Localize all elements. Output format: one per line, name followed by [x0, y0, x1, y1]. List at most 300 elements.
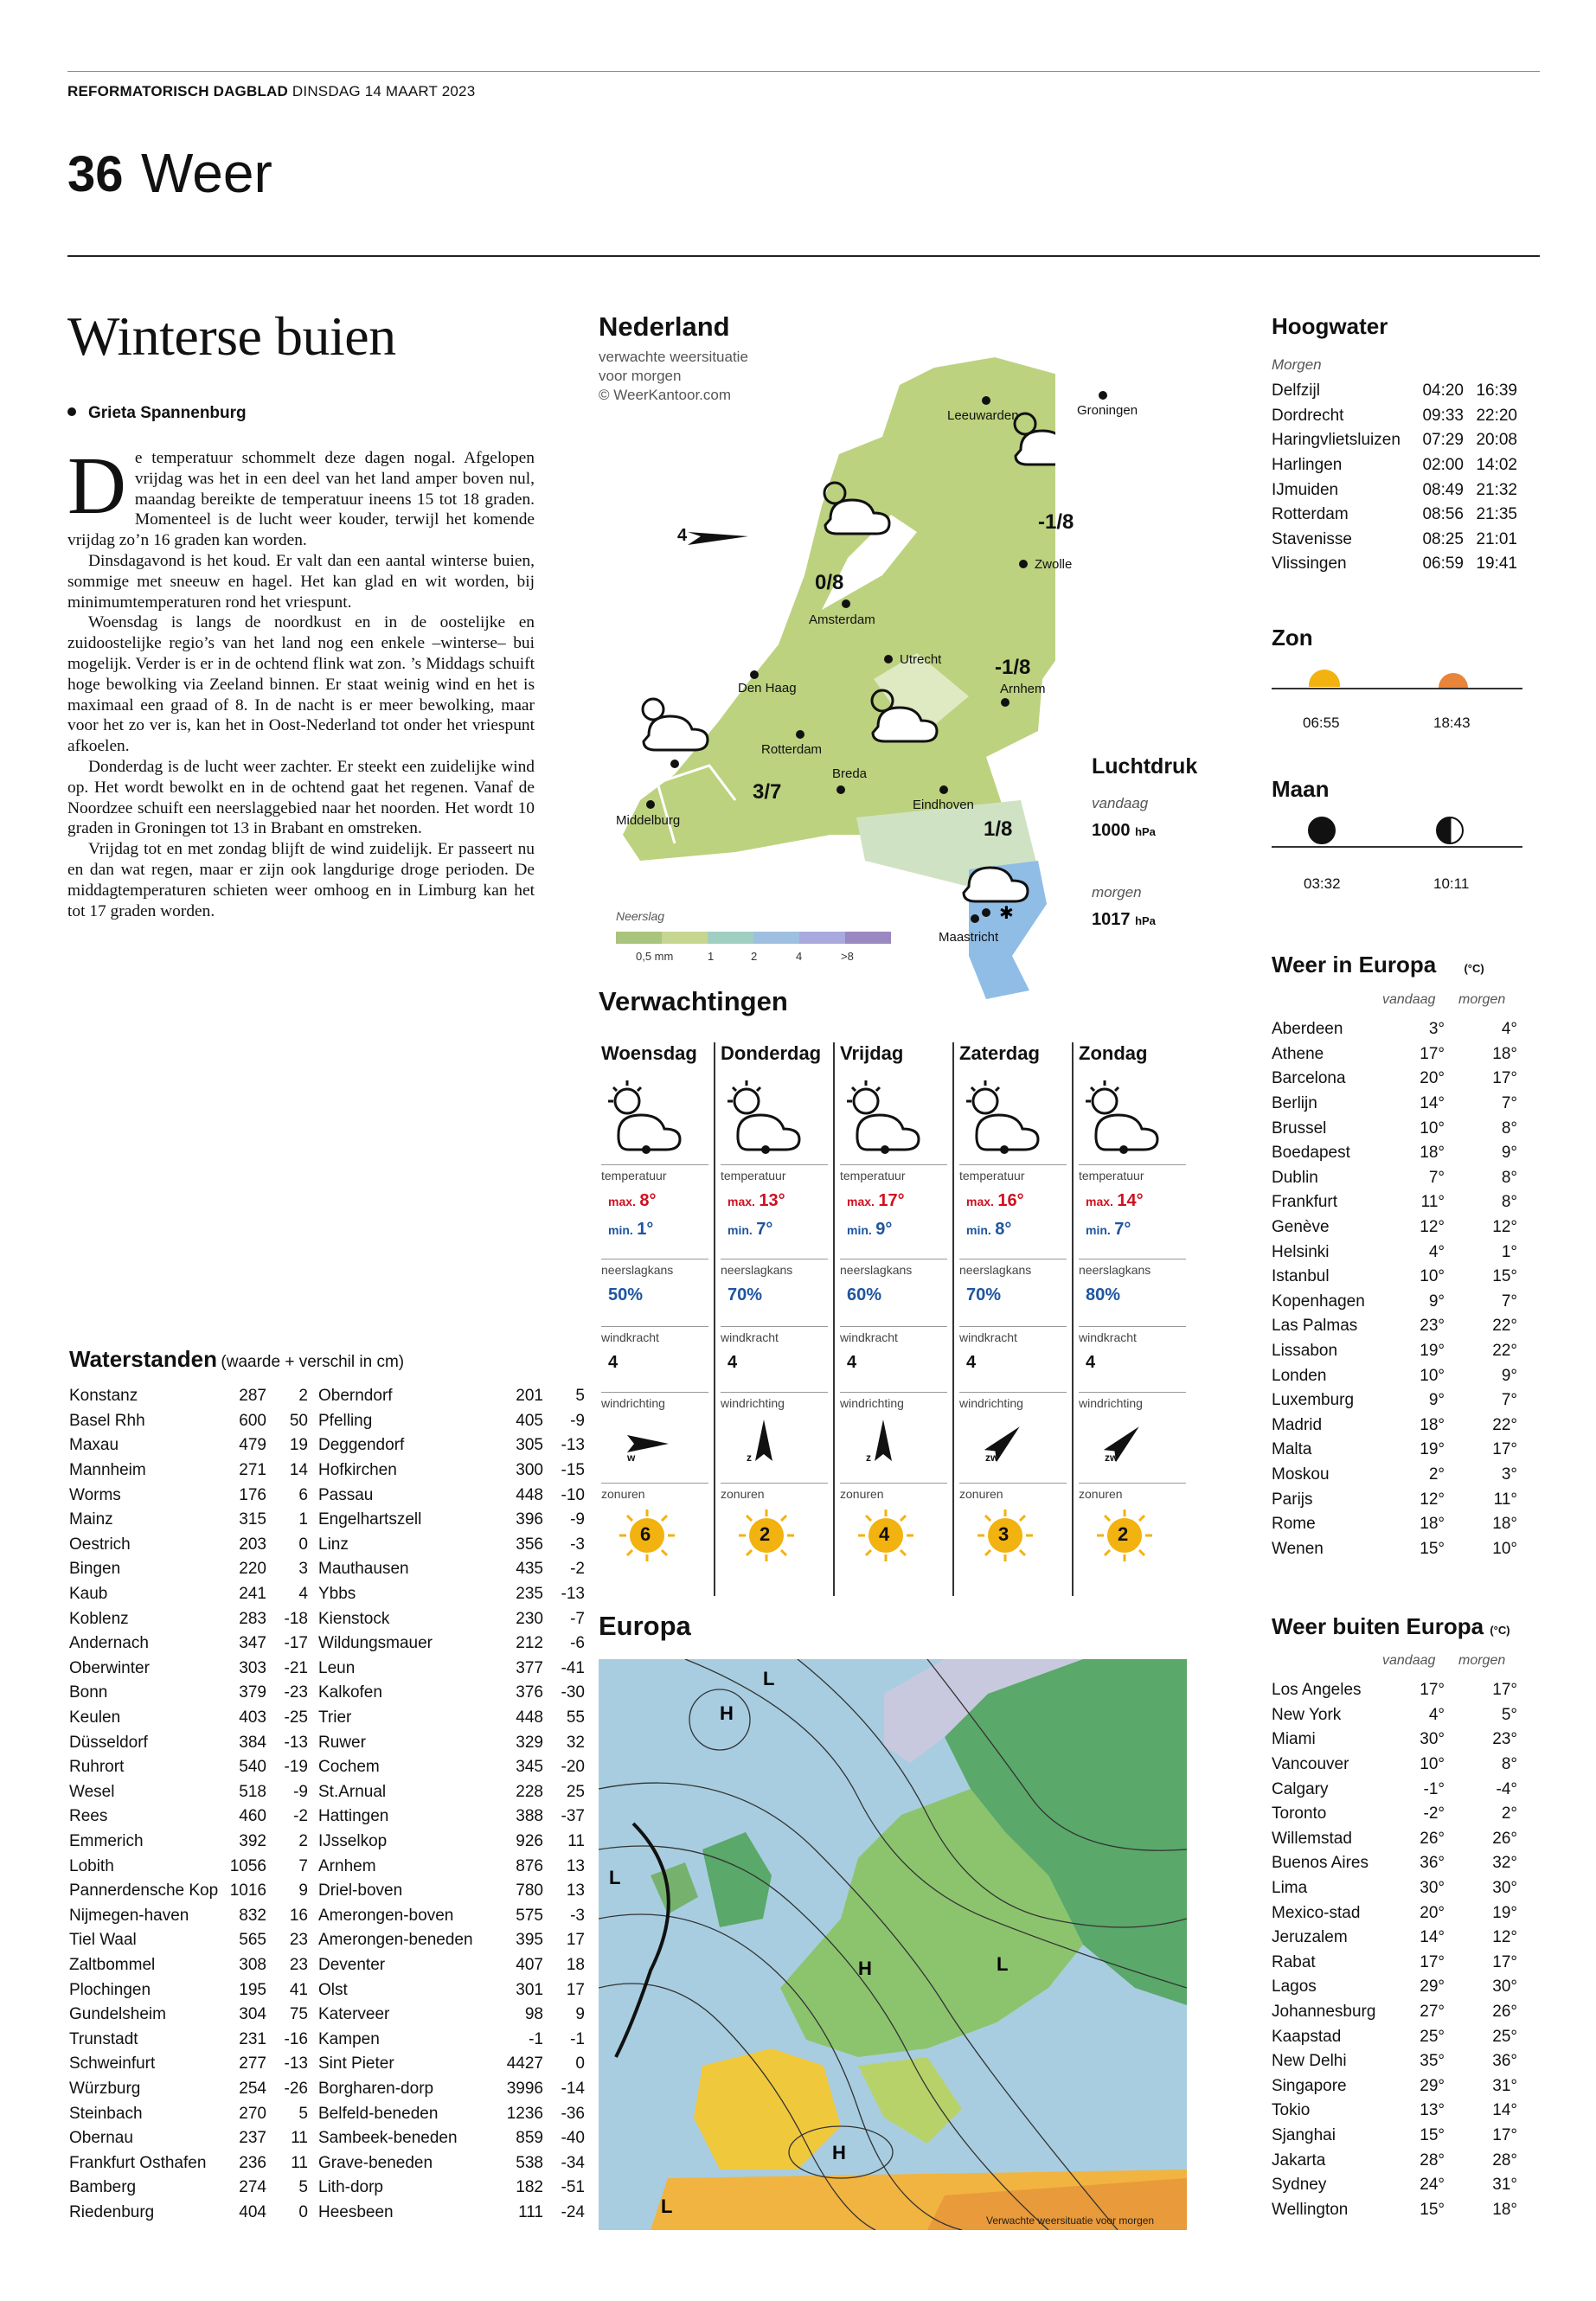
row-value: 274 — [239, 2178, 266, 2197]
row-name: Leun — [318, 1658, 356, 1677]
row-name: Singapore — [1272, 2076, 1347, 2095]
row-name: Sjanghai — [1272, 2125, 1336, 2144]
table-row — [1272, 1926, 1517, 1951]
row-name: Steinbach — [69, 2104, 143, 2123]
table-row — [1272, 1240, 1517, 1265]
table-row — [69, 1755, 308, 1780]
row-name: Passau — [318, 1485, 374, 1504]
row-value: -24 — [561, 2202, 585, 2221]
world-table-title: Weer buiten Europa (°C) — [1272, 1613, 1510, 1639]
row-value: 395 — [516, 1931, 543, 1950]
row-value: 9° — [1501, 1144, 1517, 1163]
table-row — [1272, 1438, 1517, 1463]
row-value: 20° — [1420, 1069, 1445, 1088]
row-name: Mannheim — [69, 1461, 146, 1480]
row-value: -9 — [293, 1782, 308, 1801]
table-row — [69, 1928, 308, 1953]
row-name: Hofkirchen — [318, 1461, 397, 1480]
city-label: Leeuwarden — [947, 408, 1019, 423]
row-value: 9° — [1501, 1366, 1517, 1385]
row-name: Oestrich — [69, 1535, 131, 1554]
wind-arrow-icon — [1079, 1410, 1186, 1471]
table-row — [318, 2027, 585, 2052]
table-row — [69, 1830, 308, 1855]
sunset-icon — [1439, 673, 1468, 688]
row-value: 271 — [239, 1461, 266, 1480]
city-dot — [750, 670, 759, 679]
row-value: -9 — [570, 1510, 585, 1529]
table-row — [1272, 2074, 1517, 2099]
row-value: -2° — [1423, 1804, 1445, 1823]
row-name: Luxemburg — [1272, 1391, 1355, 1410]
row-name: Johannesburg — [1272, 2003, 1376, 2022]
row-value: -19 — [284, 1758, 308, 1777]
row-name: Oberndorf — [318, 1387, 393, 1406]
table-row — [318, 1409, 585, 1434]
table-row — [1272, 1777, 1517, 1802]
row-value: 98 — [524, 2005, 543, 2024]
row-value: 18° — [1420, 1415, 1445, 1434]
row-value: -18 — [284, 1609, 308, 1628]
row-value: 405 — [516, 1411, 543, 1430]
legend-tick: 0,5 mm — [636, 950, 674, 963]
sun-cloud-rain-icon — [959, 1077, 1054, 1155]
row-name: Boedapest — [1272, 1144, 1350, 1163]
row-name: New York — [1272, 1705, 1342, 1724]
row-value: 926 — [516, 1831, 543, 1850]
table-row — [318, 2003, 585, 2028]
row-value: 8° — [1501, 1168, 1517, 1187]
row-value: 10° — [1420, 1267, 1445, 1286]
row-name: Helsinki — [1272, 1242, 1330, 1261]
row-name: Gundelsheim — [69, 2005, 166, 2024]
luchtdruk-tomorrow: 1017 hPa — [1092, 910, 1156, 929]
row-value: 14° — [1420, 1928, 1445, 1947]
city-dot — [939, 785, 948, 794]
row-value: 18 — [566, 1955, 585, 1974]
row-name: Wesel — [69, 1782, 115, 1801]
row-value: 5 — [575, 1387, 585, 1406]
row-value: 36° — [1492, 2052, 1517, 2071]
wind-direction: z — [747, 1452, 752, 1464]
forecast-day — [840, 1042, 947, 1596]
row-value: 26° — [1420, 1829, 1445, 1848]
row-value: 20:08 — [1476, 431, 1517, 450]
table-row — [69, 2003, 308, 2028]
table-row — [69, 2176, 308, 2201]
min-temp: 9° — [875, 1220, 893, 1239]
row-value: 7° — [1428, 1168, 1445, 1187]
row-value: -10 — [561, 1485, 585, 1504]
table-row — [1272, 1703, 1517, 1728]
row-name: Trunstadt — [69, 2029, 138, 2048]
row-name: Sambeek-beneden — [318, 2129, 458, 2148]
table-row — [69, 1557, 308, 1582]
forecast-title: Verwachtingen — [599, 986, 788, 1016]
city-label: Arnhem — [1000, 682, 1046, 696]
table-row — [69, 1631, 308, 1657]
row-value: 9 — [575, 2005, 585, 2024]
row-value: -51 — [561, 2178, 585, 2197]
row-value: -37 — [561, 1807, 585, 1826]
table-row — [1272, 1413, 1517, 1439]
moonset-time: 10:11 — [1433, 875, 1470, 892]
row-name: Londen — [1272, 1366, 1327, 1385]
table-row — [69, 1903, 308, 1928]
city-label: Groningen — [1077, 403, 1138, 418]
rain-chance: 70% — [966, 1285, 1002, 1304]
row-value: 4427 — [506, 2054, 543, 2073]
byline: Grieta Spannenburg — [67, 404, 247, 423]
row-value: 17° — [1492, 1681, 1517, 1700]
legend-swatch — [708, 932, 753, 944]
city-dot — [884, 655, 893, 663]
page-title: Weer — [141, 142, 272, 204]
row-name: Riedenburg — [69, 2202, 155, 2221]
row-value: -3 — [570, 1906, 585, 1925]
row-name: Pannerdensche Kop — [69, 1881, 219, 1900]
row-name: Jakarta — [1272, 2150, 1326, 2170]
row-value: 3° — [1501, 1465, 1517, 1484]
row-name: Wenen — [1272, 1539, 1324, 1558]
row-name: Wellington — [1272, 2200, 1349, 2219]
row-name: Obernau — [69, 2129, 133, 2148]
row-value: -6 — [570, 1634, 585, 1653]
row-value: 303 — [239, 1658, 266, 1677]
table-row — [318, 1755, 585, 1780]
day-name: Woensdag — [601, 1042, 697, 1064]
row-value: 2 — [298, 1831, 308, 1850]
row-name: Belfeld-beneden — [318, 2104, 439, 2123]
row-value: 27° — [1420, 2003, 1445, 2022]
row-value: 230 — [516, 1609, 543, 1628]
row-name: Haringvlietsluizen — [1272, 431, 1401, 450]
table-row — [1272, 1678, 1517, 1703]
row-value: 3 — [298, 1560, 308, 1579]
table-row — [1272, 1190, 1517, 1215]
row-name: Las Palmas — [1272, 1317, 1358, 1336]
winddir-label: windrichting — [721, 1396, 785, 1410]
row-value: 23° — [1492, 1730, 1517, 1749]
wind-direction: zw — [1105, 1452, 1118, 1464]
row-value: 329 — [516, 1733, 543, 1752]
sun-cloud-rain-icon — [840, 1077, 935, 1155]
row-name: Konstanz — [69, 1387, 138, 1406]
hoogwater-table — [1272, 379, 1517, 577]
max-label: max. — [1086, 1195, 1113, 1208]
table-row — [69, 1854, 308, 1879]
cloud-cover-value: 1/8 — [984, 817, 1013, 841]
row-value: 2° — [1428, 1465, 1445, 1484]
row-value: 21:35 — [1476, 505, 1517, 524]
table-row — [318, 1854, 585, 1879]
moon-icon — [1308, 817, 1336, 844]
row-value: 31° — [1492, 2076, 1517, 2095]
city-label: Eindhoven — [913, 798, 974, 812]
row-name: Dordrecht — [1272, 406, 1344, 425]
sun-icon — [601, 1508, 708, 1568]
rain-chance: 50% — [608, 1285, 644, 1304]
row-value: 7° — [1501, 1391, 1517, 1410]
wind-arrow-icon — [840, 1410, 947, 1471]
wind-force: 4 — [1086, 1353, 1096, 1372]
row-name: Athene — [1272, 1044, 1324, 1063]
row-value: 17° — [1492, 1440, 1517, 1459]
city-dot — [796, 730, 804, 739]
zon-title: Zon — [1272, 625, 1313, 651]
row-name: Miami — [1272, 1730, 1316, 1749]
table-row — [318, 1433, 585, 1458]
table-row — [69, 2077, 308, 2102]
table-row — [69, 1706, 308, 1731]
row-name: Rome — [1272, 1515, 1316, 1534]
row-value: -4° — [1496, 1779, 1517, 1798]
row-name: Kienstock — [318, 1609, 390, 1628]
row-name: Lobith — [69, 1856, 114, 1875]
row-name: Bamberg — [69, 2178, 137, 2197]
row-value: 479 — [239, 1436, 266, 1455]
row-value: 16:39 — [1476, 381, 1517, 401]
row-value: -17 — [284, 1634, 308, 1653]
row-value: 2 — [298, 1387, 308, 1406]
row-name: Oberwinter — [69, 1658, 150, 1677]
row-value: 22° — [1492, 1342, 1517, 1361]
row-value: 11° — [1493, 1490, 1517, 1509]
max-label: max. — [966, 1195, 994, 1208]
row-value: 228 — [516, 1782, 543, 1801]
row-name: Lagos — [1272, 1977, 1317, 1997]
row-value: 18° — [1420, 1515, 1445, 1534]
table-row — [1272, 1951, 1517, 1976]
row-value: 11 — [291, 2153, 308, 2172]
col-header: vandaag — [1382, 992, 1436, 1007]
sunrise-time: 06:55 — [1303, 715, 1340, 731]
row-name: Barcelona — [1272, 1069, 1346, 1088]
row-value: 538 — [516, 2153, 543, 2172]
row-value: -9 — [570, 1411, 585, 1430]
luchtdruk-title: Luchtdruk — [1092, 754, 1198, 779]
row-value: 1236 — [506, 2104, 543, 2123]
row-value: 287 — [239, 1387, 266, 1406]
table-row — [69, 1953, 308, 1978]
table-row — [1272, 2000, 1517, 2025]
max-label: max. — [608, 1195, 636, 1208]
row-value: 18° — [1492, 1044, 1517, 1063]
table-row — [69, 2126, 308, 2151]
min-temp: 8° — [995, 1220, 1012, 1239]
row-value: 22° — [1492, 1317, 1517, 1336]
table-row — [318, 2126, 585, 2151]
row-value: 08:25 — [1422, 529, 1464, 548]
luchtdruk-box — [1092, 754, 1221, 930]
row-value: 1056 — [229, 1856, 266, 1875]
row-value: -14 — [561, 2079, 585, 2098]
row-value: 376 — [516, 1683, 543, 1702]
table-row — [69, 1409, 308, 1434]
row-name: Plochingen — [69, 1980, 151, 1999]
table-row — [1272, 1116, 1517, 1141]
wind-force: 4 — [966, 1353, 977, 1372]
table-row — [1272, 2148, 1517, 2173]
row-value: 22° — [1492, 1415, 1517, 1434]
row-name: Andernach — [69, 1634, 149, 1653]
max-temp: 13° — [759, 1191, 785, 1210]
table-row — [318, 1582, 585, 1607]
table-row — [69, 1879, 308, 1904]
row-value: 600 — [239, 1411, 266, 1430]
row-name: Parijs — [1272, 1490, 1313, 1509]
max-temp: 16° — [997, 1191, 1024, 1210]
row-value: 176 — [239, 1485, 266, 1504]
low-pressure-label: L — [661, 2195, 673, 2217]
row-value: 241 — [239, 1585, 266, 1604]
city-label: Rotterdam — [761, 742, 823, 757]
table-row — [69, 1606, 308, 1631]
row-name: Schweinfurt — [69, 2054, 156, 2073]
table-row — [1272, 1802, 1517, 1827]
row-value: 30° — [1420, 1879, 1445, 1898]
row-name: Kaub — [69, 1585, 108, 1604]
luchtdruk-today-label: vandaag — [1092, 795, 1149, 811]
row-value: -13 — [284, 2054, 308, 2073]
day-name: Zaterdag — [959, 1042, 1040, 1064]
row-value: 460 — [239, 1807, 266, 1826]
sun-icon — [959, 1508, 1067, 1568]
row-name: Amerongen-boven — [318, 1906, 454, 1925]
sun-label: zonuren — [721, 1487, 765, 1501]
row-value: -23 — [284, 1683, 308, 1702]
row-name: Kopenhagen — [1272, 1292, 1365, 1311]
day-name: Vrijdag — [840, 1042, 904, 1064]
row-value: 203 — [239, 1535, 266, 1554]
table-row — [1272, 1536, 1517, 1561]
legend-tick: 4 — [796, 950, 803, 963]
city-dot — [982, 396, 990, 405]
max-temp: 17° — [878, 1191, 905, 1210]
row-name: Rees — [69, 1807, 108, 1826]
row-name: Sydney — [1272, 2176, 1327, 2195]
temp-label: temperatuur — [601, 1169, 667, 1183]
winddir-label: windrichting — [959, 1396, 1023, 1410]
row-name: Ybbs — [318, 1585, 356, 1604]
row-value: 237 — [239, 2129, 266, 2148]
row-value: 231 — [239, 2029, 266, 2048]
table-row — [318, 1533, 585, 1558]
city-label: Middelburg — [616, 813, 681, 828]
table-row — [1272, 1975, 1517, 2000]
table-row — [69, 1730, 308, 1755]
legend-tick: 2 — [751, 950, 758, 963]
row-name: Linz — [318, 1535, 349, 1554]
wind-force: 4 — [727, 1353, 738, 1372]
legend-tick: 1 — [708, 950, 715, 963]
row-value: -30 — [561, 1683, 585, 1702]
row-name: Keulen — [69, 1708, 121, 1727]
row-value: 32 — [566, 1733, 585, 1752]
top-rule — [67, 71, 1540, 72]
row-value: -21 — [284, 1658, 308, 1677]
city-label: Amsterdam — [809, 612, 875, 627]
table-row — [69, 2027, 308, 2052]
row-name: Tiel Waal — [69, 1931, 137, 1950]
row-value: 15° — [1420, 2200, 1445, 2219]
bullet-icon — [67, 407, 76, 416]
city-dot — [971, 914, 979, 923]
wind-direction: z — [866, 1452, 871, 1464]
wind-direction: w — [627, 1452, 636, 1464]
row-value: 1016 — [229, 1881, 266, 1900]
legend-swatch — [753, 932, 799, 944]
row-value: 25° — [1420, 2027, 1445, 2046]
min-label: min. — [847, 1223, 872, 1237]
row-value: 11° — [1420, 1193, 1445, 1212]
row-value: 23 — [289, 1955, 308, 1974]
row-name: Cochem — [318, 1758, 380, 1777]
row-name: Mauthausen — [318, 1560, 409, 1579]
city-label: Zwolle — [1035, 557, 1073, 572]
row-value: 236 — [239, 2153, 266, 2172]
row-name: Bingen — [69, 1560, 121, 1579]
table-row — [69, 1433, 308, 1458]
row-name: Willemstad — [1272, 1829, 1352, 1848]
row-value: 8° — [1501, 1193, 1517, 1212]
table-row — [1272, 1512, 1517, 1537]
table-row — [69, 1804, 308, 1830]
row-name: Trier — [318, 1708, 352, 1727]
city-label: Utrecht — [900, 652, 942, 667]
moonrise-time: 03:32 — [1304, 875, 1341, 892]
table-row — [69, 2150, 308, 2176]
row-value: 36° — [1420, 1854, 1445, 1873]
table-row — [318, 1458, 585, 1484]
row-value: 0 — [298, 2202, 308, 2221]
europe-table-title: Weer in Europa (°C) — [1272, 952, 1484, 977]
row-name: Lima — [1272, 1879, 1308, 1898]
row-value: 17° — [1492, 1952, 1517, 1971]
high-pressure-label: H — [858, 1958, 872, 1979]
city-label: Breda — [832, 766, 868, 781]
row-name: Malta — [1272, 1440, 1312, 1459]
row-value: 10° — [1420, 1755, 1445, 1774]
sun-hours: 3 — [998, 1523, 1010, 1545]
city-dot — [1019, 560, 1028, 568]
row-value: 7° — [1501, 1094, 1517, 1113]
table-row — [318, 1657, 585, 1682]
row-value: 5° — [1501, 1705, 1517, 1724]
row-name: Stavenisse — [1272, 529, 1352, 548]
row-value: 12° — [1492, 1218, 1517, 1237]
row-value: 575 — [516, 1906, 543, 1925]
table-row — [1272, 2024, 1517, 2049]
table-row — [1272, 2049, 1517, 2074]
row-value: 182 — [516, 2178, 543, 2197]
high-pressure-label: H — [720, 1702, 734, 1724]
legend-title: Neerslag — [616, 909, 665, 923]
row-value: 4° — [1501, 1020, 1517, 1039]
waterstanden-title: Waterstanden (waarde + verschil in cm) — [69, 1346, 405, 1372]
low-pressure-label: L — [763, 1668, 775, 1689]
row-name: New Delhi — [1272, 2052, 1347, 2071]
row-value: 8° — [1501, 1755, 1517, 1774]
sun-label: zonuren — [1079, 1487, 1123, 1501]
rain-label: neerslagkans — [601, 1263, 674, 1277]
table-row — [1272, 1067, 1517, 1092]
water-table-left — [69, 1384, 308, 2225]
table-row — [1272, 1017, 1517, 1042]
table-row — [1272, 2124, 1517, 2149]
row-value: 4° — [1428, 1705, 1445, 1724]
luchtdruk-tomorrow-label: morgen — [1092, 884, 1142, 901]
